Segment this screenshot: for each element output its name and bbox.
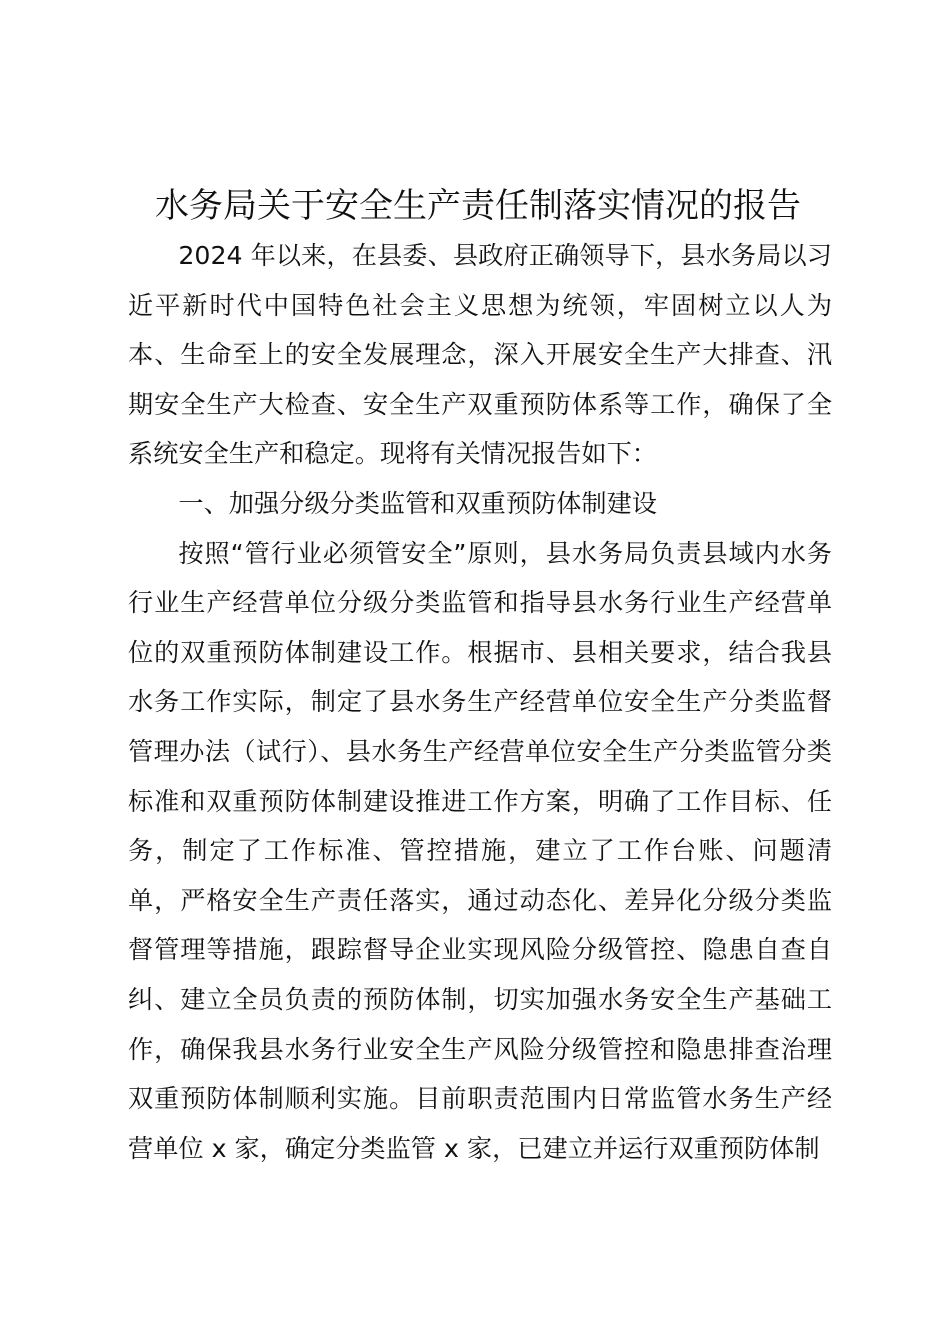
section-heading: 一、加强分级分类监管和双重预防体制建设 bbox=[178, 488, 657, 518]
section-paragraph: 按照“管行业必须管安全”原则，县水务局负责县域内水务行业生产经营单位分级分类监管和指导县水务行业生产经营单位的双重预防体制建设工作。根据市、县相关要求，结合我县水务工作实际，制定了县水务生产经营单位安全生产分类监督管理办法（试行）、县水务生产经营单位安全生产分类监管分类标准和双重预防体制建设推进工作方案，明确了工作目标、任务，制定了工作标准、管控措施，建立了工作台账、问题清单，严格安全生产责任落实，通过动态化、差异化分级分类监督管理等措施，跟踪督导企业实现风险分级管控、隐患自查自纠、建立全员负责的预防体制，切实加强水务安全生产基础工作，确保我县水务行业安全生产风险分级管控和隐患排查治理双重预防体制顺利实施。目前职责范围内日常监管水务生产经营单位 x 家，确定分类监管 x 家，已建立并运行双重预防体制 bbox=[128, 538, 832, 1163]
intro-paragraph: 2024 年以来，在县委、县政府正确领导下，县水务局以习近平新时代中国特色社会主义思想为统领，牢固树立以人为本、生命至上的安全发展理念，深入开展安全生产大排查、汛期安全生产大检查、安全生产双重预防体系等工作，确保了全系统安全生产和稳定。现将有关情况报告如下： bbox=[128, 241, 832, 469]
document-body bbox=[128, 231, 832, 1173]
document-title: 水务局关于安全生产责任制落实情况的报告 bbox=[155, 186, 801, 226]
